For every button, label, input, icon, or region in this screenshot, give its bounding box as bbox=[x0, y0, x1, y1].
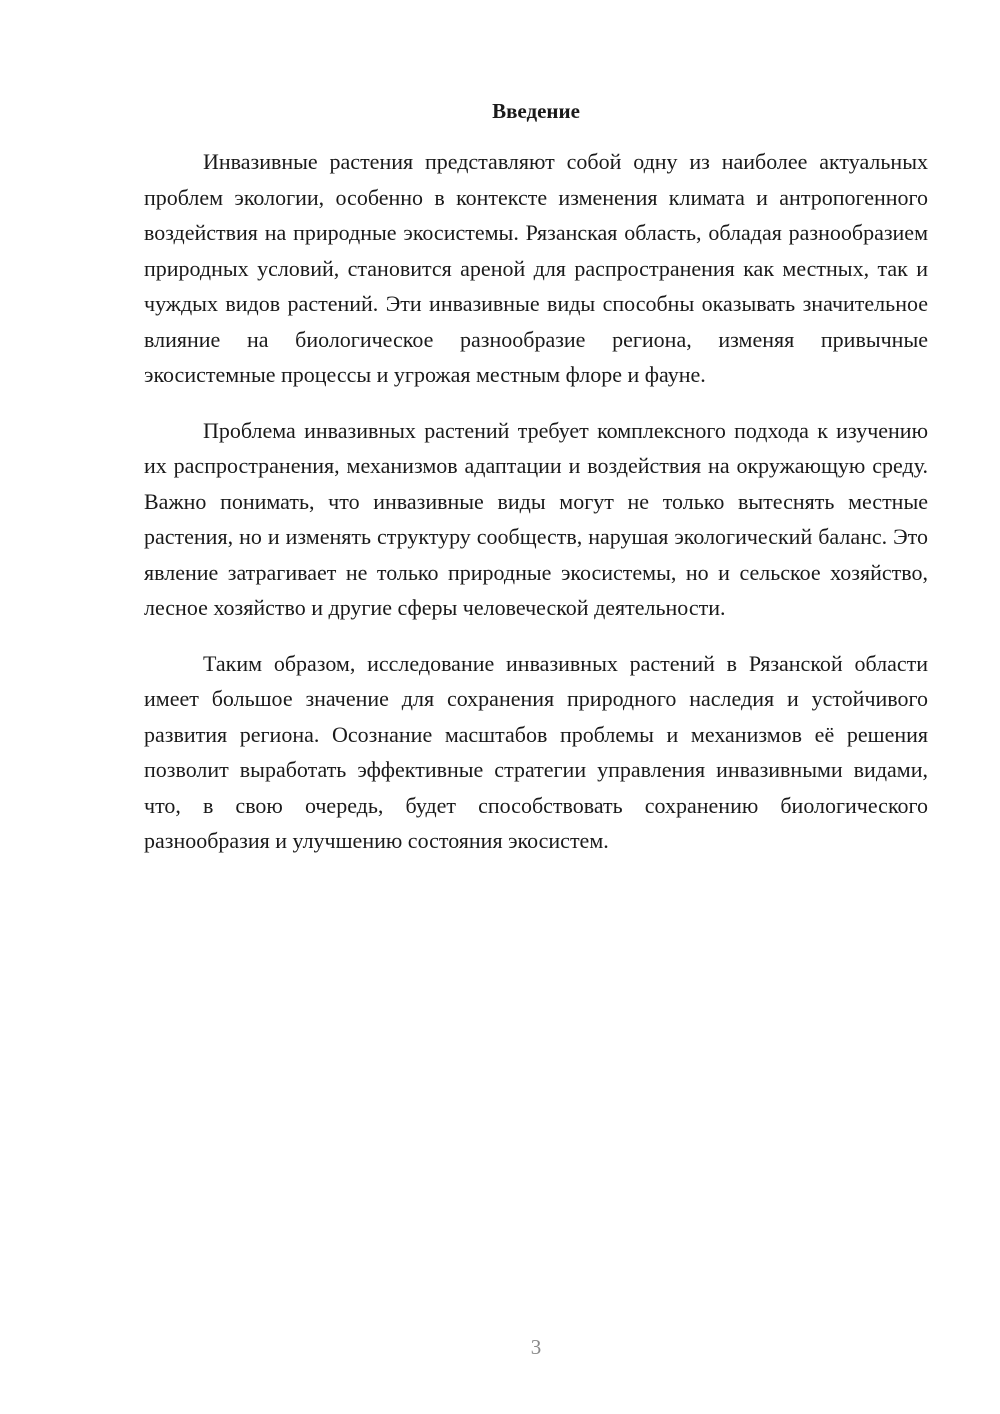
section-heading: Введение bbox=[492, 99, 580, 123]
body-text bbox=[144, 144, 928, 879]
paragraph: Инвазивные растения представляют собой одну из наиболее актуальных проблем экологии, особенно в контексте изменения климата и антропогенного воздействия на природные экосистемы. Рязанская область, обладая разнообразием природных условий, становится ареной для распространения как местных, так и чуждых видов растений. Эти инвазивные виды способны оказывать значительное влияние на биологическое разнообразие региона, изменяя привычные экосистемные процессы и угрожая местным флоре и фауне. bbox=[144, 149, 928, 387]
paragraph: Проблема инвазивных растений требует комплексного подхода к изучению их распространения, механизмов адаптации и воздействия на окружающую среду. Важно понимать, что инвазивные виды могут не только вытеснять местные растения, но и изменять структуру сообществ, нарушая экологический баланс. Это явление затрагивает не только природные экосистемы, но и сельское хозяйство, лесное хозяйство и другие сферы человеческой деятельности. bbox=[144, 417, 928, 620]
page-number: 3 bbox=[530, 1335, 542, 1359]
paragraph: Таким образом, исследование инвазивных растений в Рязанской области имеет большое значение для сохранения природного наследия и устойчивого развития региона. Осознание масштабов проблемы и механизмов её решения позволит выработать эффективные стратегии управления инвазивными видами, что, в свою очередь, будет способствовать сохранению биологического разнообразия и улучшению состояния экосистем. bbox=[144, 650, 928, 853]
